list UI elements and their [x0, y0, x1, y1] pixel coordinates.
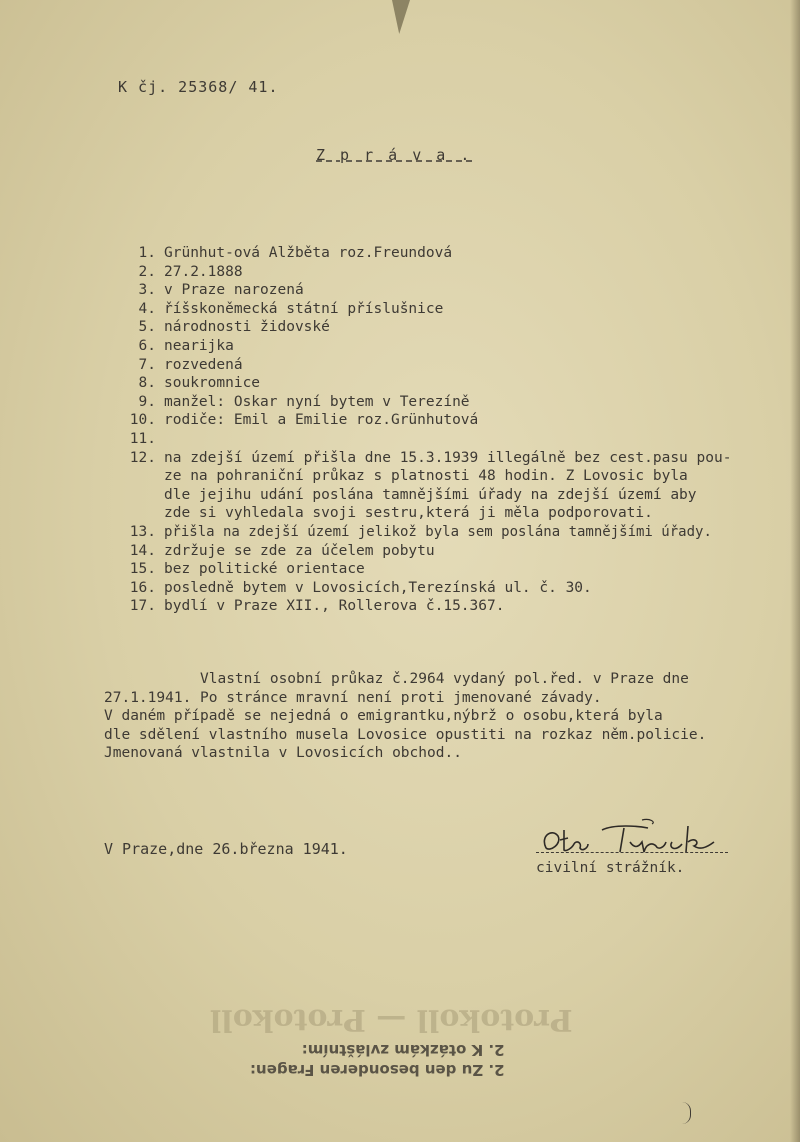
reference-number: K čj. 25368/ 41.: [118, 78, 279, 96]
item-number: 1.: [138, 245, 156, 261]
list-item: [104, 449, 794, 523]
item-number: 2.: [138, 263, 156, 280]
list-item: [104, 579, 794, 598]
paragraph-line: Jmenovaná vlastnila v Lovosicích obchod..: [104, 745, 462, 762]
handwritten-signature: [538, 818, 728, 862]
item-text: zdržuje se zde za účelem pobytu: [164, 542, 435, 559]
item-number: 13.: [129, 523, 156, 540]
item-number: 3.: [138, 282, 156, 299]
item-text: národnosti židovské: [164, 319, 330, 336]
item-text: Grünhut-ová Alžběta roz.Freundová: [164, 245, 453, 261]
list-item: [104, 356, 794, 375]
item-text: bydlí v Praze XII., Rollerova č.15.367.: [164, 598, 505, 615]
item-number: 8.: [138, 375, 156, 392]
item-text: 27.2.1888: [164, 263, 243, 280]
document-title: Z p r á v a .: [316, 146, 473, 164]
bleed-through-heading: Protokoll — Protokoll: [210, 1002, 573, 1037]
list-item: [104, 393, 794, 412]
signatory-role: civilní strážník.: [536, 860, 685, 876]
list-item: [104, 430, 794, 449]
item-number: 12.: [129, 449, 156, 466]
item-text: v Praze narozená: [164, 282, 304, 299]
list-item: [104, 560, 794, 579]
item-number: 11.: [129, 430, 156, 447]
list-item: [104, 337, 794, 356]
list-item: [104, 374, 794, 393]
list-item: [104, 411, 794, 430]
paper-tear: [392, 0, 410, 34]
item-list: [104, 244, 794, 616]
item-number: 15.: [129, 561, 156, 578]
item-text: říšskoněmecká státní příslušnice: [164, 300, 444, 317]
paragraph-line: Vlastní osobní průkaz č.2964 vydaný pol.řed. v Praze dne: [200, 671, 689, 687]
list-item: [104, 244, 794, 263]
item-number: 10.: [129, 412, 156, 429]
list-item: [104, 300, 794, 319]
item-text: nearijka: [164, 337, 234, 354]
item-number: 4.: [138, 300, 156, 317]
list-item: [104, 263, 794, 282]
remarks-paragraph: [104, 670, 754, 763]
item-text: rozvedená: [164, 356, 243, 373]
item-text: [164, 430, 794, 449]
list-item: [104, 318, 794, 337]
signature-line: [536, 852, 728, 853]
item-number: 17.: [129, 598, 156, 615]
item-number: 7.: [138, 356, 156, 373]
item-text: manžel: Oskar nyní bytem v Terezíně: [164, 393, 470, 410]
paragraph-line: V daném případě se nejedná o emigrantku,nýbrž o osobu,která byla: [104, 708, 663, 725]
item-text: soukromnice: [164, 375, 261, 392]
item-text: bez politické orientace: [164, 561, 365, 578]
item-text: dle jejihu udání poslána tamnějšími úřady na zdejší území aby: [164, 486, 697, 503]
item-text: ze na pohraniční průkaz s platnosti 48 hodin. Z Lovosic byla: [164, 468, 688, 485]
item-text: rodiče: Emil a Emilie roz.Grünhutová: [164, 412, 479, 429]
item-number: 9.: [138, 393, 156, 410]
list-item: [104, 523, 794, 542]
paragraph-line: dle sdělení vlastního musela Lovosice opustiti na rozkaz něm.policie.: [104, 726, 707, 743]
list-item: [104, 597, 794, 616]
list-item: [104, 542, 794, 561]
item-number: 14.: [129, 542, 156, 559]
item-number: 16.: [129, 579, 156, 596]
bleed-through-questions: [250, 1040, 505, 1080]
item-text: zde si vyhledala svoji sestru,která ji měla podporovati.: [164, 505, 653, 522]
item-number: 6.: [138, 337, 156, 354]
bleed-through-line: 2. K otázkám zvláštním:: [301, 1041, 505, 1059]
margin-mark: [682, 1102, 691, 1124]
item-text: přišla na zdejší území jelikož byla sem poslána tamnějšími úřady.: [164, 523, 712, 540]
item-number: 5.: [138, 319, 156, 336]
date-line: V Praze,dne 26.března 1941.: [104, 840, 348, 858]
bleed-through-line: 2. Zu den besonderen Fragen:: [250, 1061, 505, 1079]
item-text: posledně bytem v Lovosicích,Terezínská ul. č. 30.: [164, 579, 592, 596]
list-item: [104, 281, 794, 300]
item-text: na zdejší území přišla dne 15.3.1939 illegálně bez cest.pasu pou-: [164, 449, 732, 466]
paragraph-line: 27.1.1941. Po stránce mravní není proti jmenované závady.: [104, 689, 602, 706]
